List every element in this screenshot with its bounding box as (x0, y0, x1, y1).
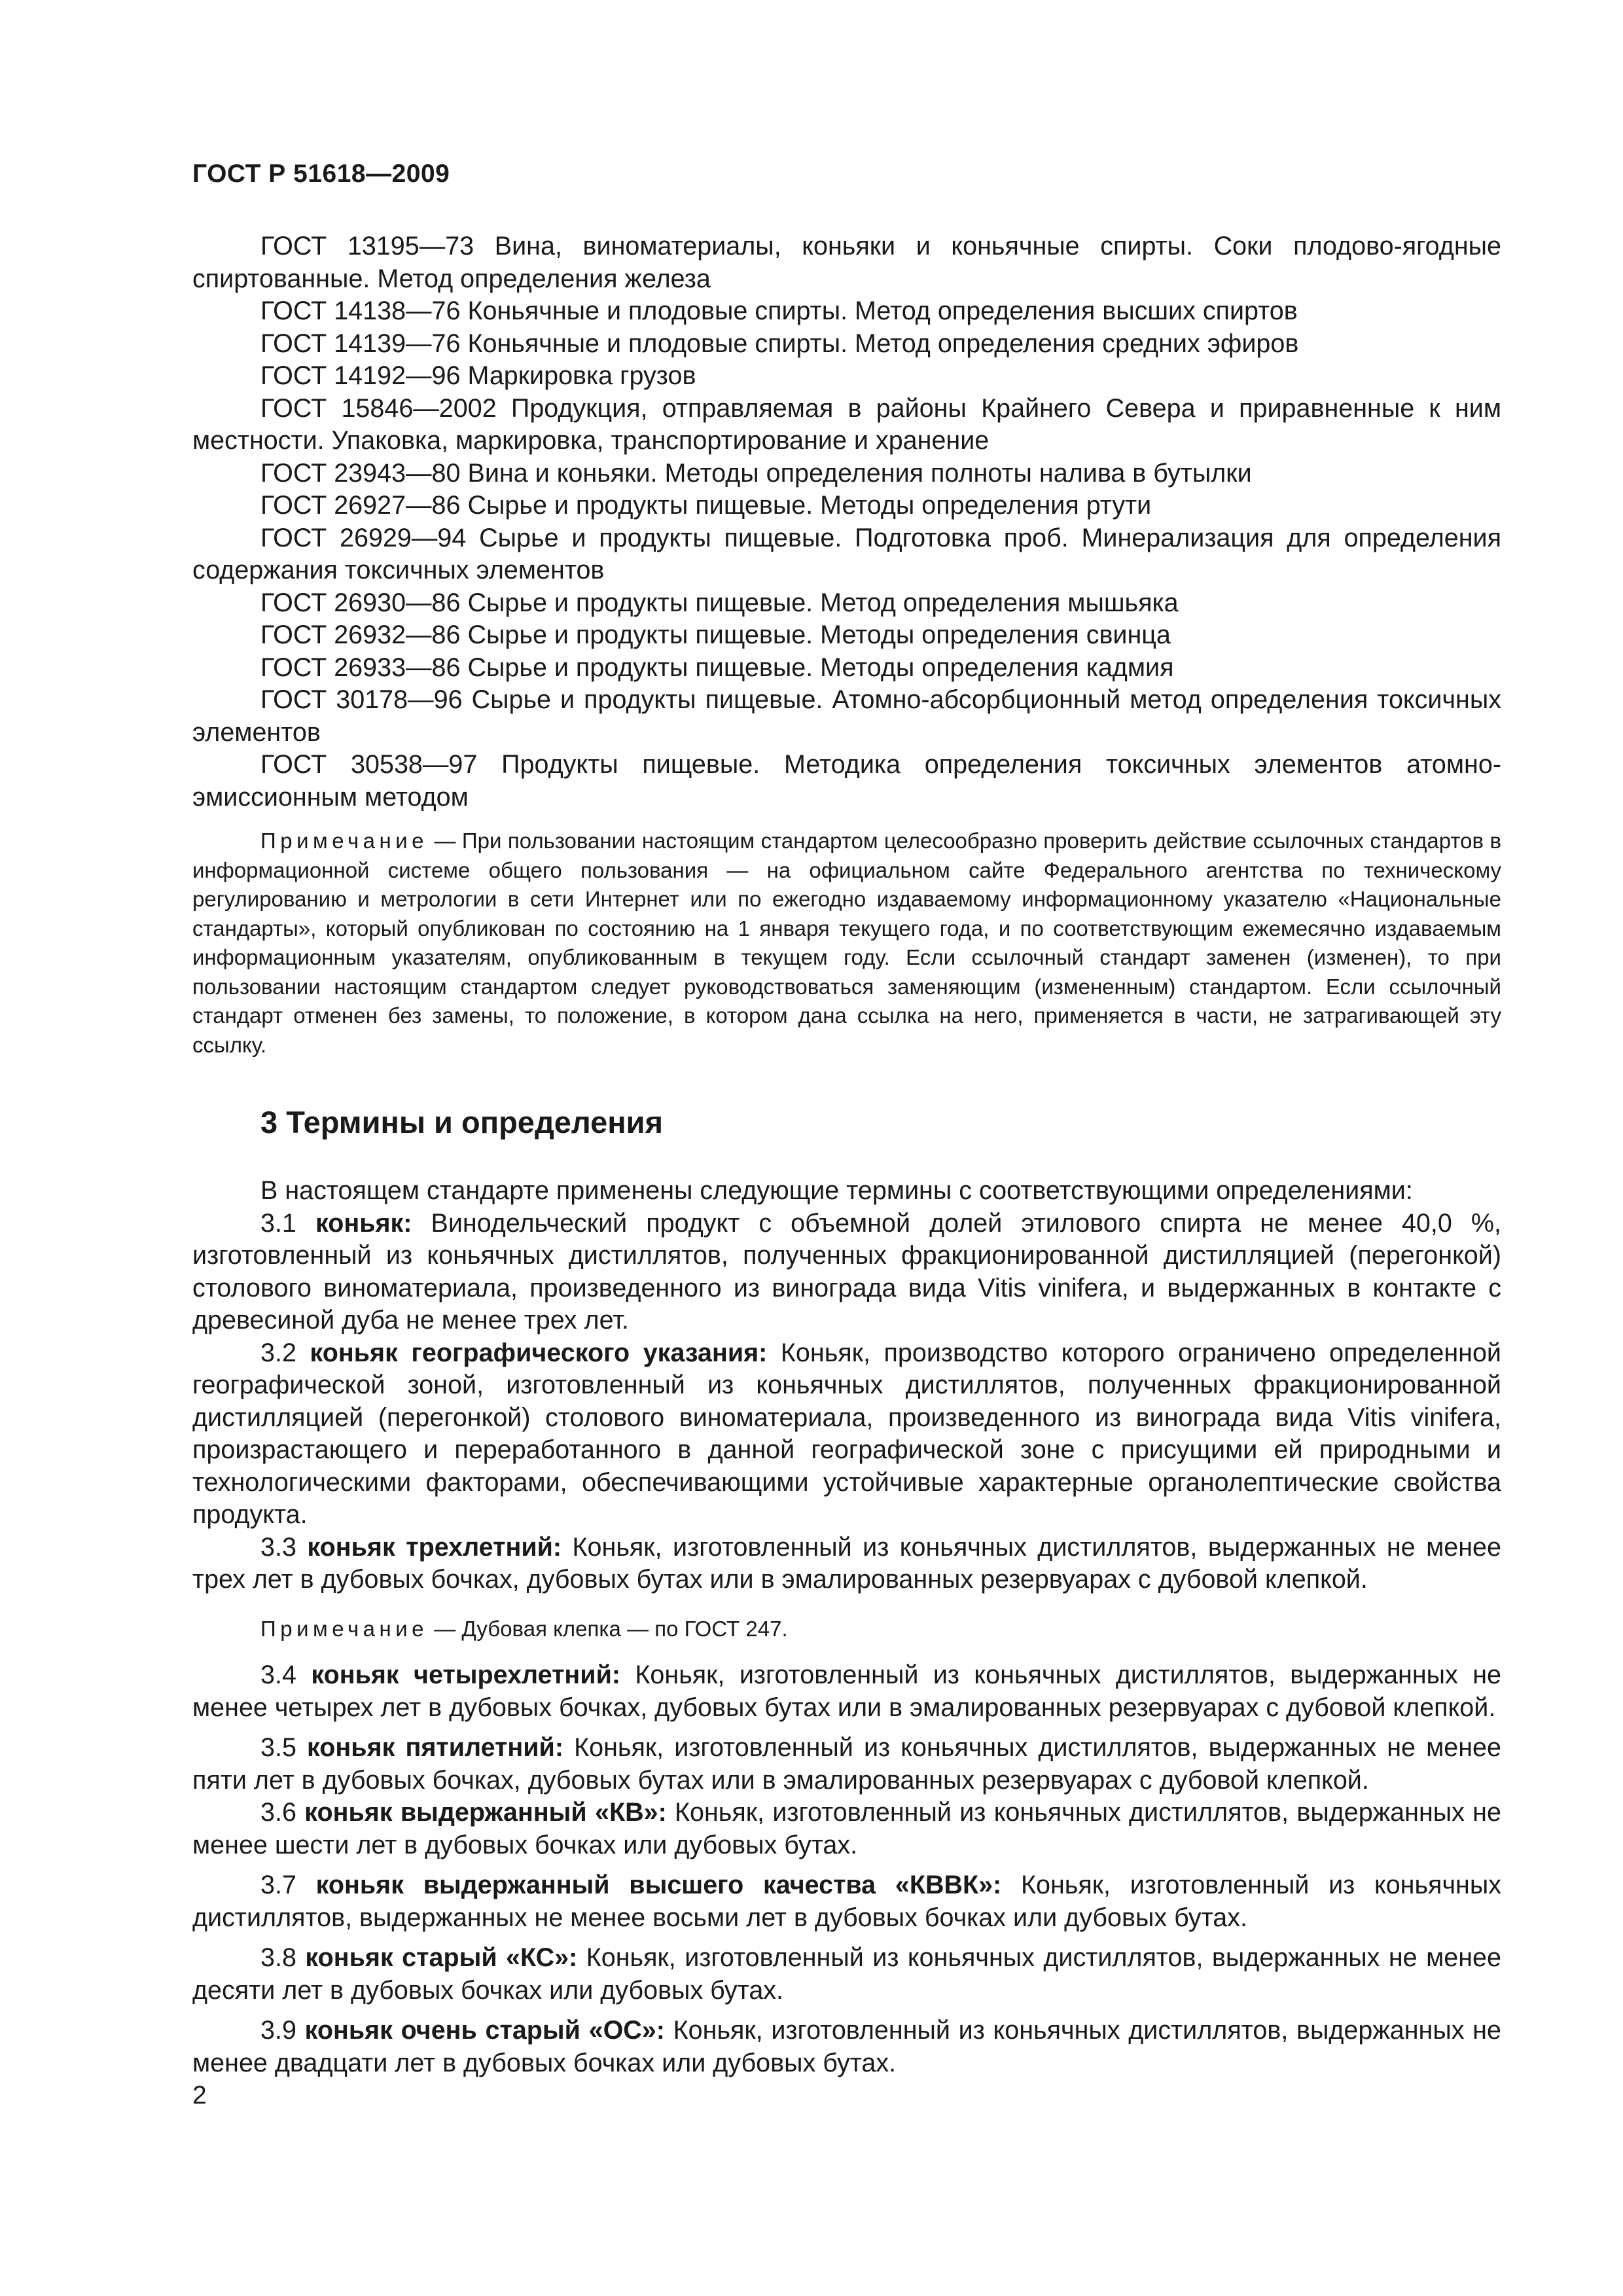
term-name: коньяк старый «КС»: (305, 1943, 578, 1972)
reference-code: ГОСТ 26930—86 (260, 588, 461, 617)
reference-code: ГОСТ 23943—80 (260, 458, 461, 488)
reference-item (192, 490, 1501, 522)
note-text: — При пользовании настоящим стандартом целесообразно проверить действие ссылочных стандартов в информационной системе общего пользования — на официальном сайте Федерального агентства по техническому регулированию и метрологии в сети Интернет или по ежегодно издаваемому информационному указателю «Национальные стандарты», который опубликован по состоянию на 1 января текущего года, и по соответствующим ежемесячно издаваемым информационным указателям, опубликованным в текущем году. Если ссылочный стандарт заменен (изменен), то при пользовании настоящим стандартом следует руководствоваться заменяющим (измененным) стандартом. Если ссылочный стандарт отменен без замены, то положение, в котором дана ссылка на него, применяется в части, не затрагивающей эту ссылку. (192, 829, 1501, 1057)
reference-item (192, 522, 1501, 587)
reference-item (192, 619, 1501, 652)
term-number: 3.1 (260, 1208, 296, 1238)
term-definition (192, 1732, 1501, 1797)
reference-text: Сырье и продукты пищевые. Атомно-абсорбционный метод определения токсичных элементов (192, 685, 1501, 747)
term-text: Коньяк, производство которого ограничено определенной географической зоной, изготовленный из коньячных дистиллятов, полученных фракционированной дистилляцией (перегонкой) столового виноматериала, произведенного из винограда вида Vitis vinifera, произрастающего и переработанного в данной географической зоне с присущими ей природными и технологическими факторами, обеспечивающими устойчивые характерные органолептические свойства продукта. (192, 1338, 1501, 1529)
term-text: Коньяк, изготовленный из коньячных дистиллятов, выдержанных не менее трех лет в дубовых бочках, дубовых бутах или в эмалированных резервуарах с дубовой клепкой. (192, 1532, 1501, 1594)
reference-code: ГОСТ 30538—97 (260, 750, 478, 779)
term-name: коньяк трехлетний: (307, 1532, 562, 1562)
reference-text: Вина и коньяки. Методы определения полноты налива в бутылки (467, 458, 1252, 488)
reference-code: ГОСТ 15846—2002 (260, 393, 497, 423)
section-title: 3 Термины и определения (260, 1105, 663, 1139)
note-references (192, 827, 1501, 1060)
reference-text: Коньячные и плодовые спирты. Метод определения средних эфиров (467, 329, 1299, 358)
reference-item (192, 295, 1501, 328)
reference-item (192, 587, 1501, 620)
reference-item (192, 328, 1501, 361)
term-definition (192, 1797, 1501, 1861)
reference-code: ГОСТ 26927—86 (260, 491, 461, 520)
term-number: 3.9 (260, 2016, 296, 2045)
term-name: коньяк пятилетний: (307, 1733, 563, 1762)
term-name: коньяк выдержанный высшего качества «КВВК»: (315, 1871, 1002, 1899)
term-text: Коньяк, изготовленный из коньячных дистиллятов, выдержанных не менее шести лет в дубовых бочках или дубовых бутах. (192, 1798, 1501, 1859)
term-name: коньяк: (315, 1208, 412, 1238)
term-name: коньяк географического указания: (310, 1338, 768, 1367)
term-number: 3.5 (260, 1733, 296, 1762)
page-number: 2 (192, 2081, 207, 2109)
reference-item (192, 457, 1501, 490)
reference-text: Сырье и продукты пищевые. Методы определения кадмия (467, 653, 1174, 682)
term-text: Коньяк, изготовленный из коньячных дистиллятов, выдержанных не менее восьми лет в дубовых бочках или дубовых бутах. (192, 1871, 1501, 1932)
note-label: Примечание (260, 1616, 429, 1641)
term-definition (192, 1659, 1501, 1724)
reference-text: Коньячные и плодовые спирты. Метод определения высших спиртов (467, 296, 1298, 325)
page-header: ГОСТ Р 51618—2009 (192, 160, 450, 188)
reference-text: Вина, виноматериалы, коньяки и коньячные спирты. Соки плодово-ягодные спиртованные. Метод определения железа (192, 232, 1501, 293)
term-definition (192, 1532, 1501, 1596)
reference-code: ГОСТ 14138—76 (260, 296, 461, 325)
reference-item (192, 393, 1501, 457)
term-text: Коньяк, изготовленный из коньячных дистиллятов, выдержанных не менее четырех лет в дубовых бочках, дубовых бутах или в эмалированных резервуарах с дубовой клепкой. (192, 1660, 1501, 1722)
reference-item (192, 230, 1501, 295)
term-text: Винодельческий продукт с объемной долей этилового спирта не менее 40,0 %, изготовленный из коньячных дистиллятов, полученных фракционированной дистилляцией (перегонкой) столового виноматериала, произведенного из винограда вида Vitis vinifera, и выдержанных в контакте с древесиной дуба не менее трех лет. (192, 1208, 1501, 1335)
term-text: Коньяк, изготовленный из коньячных дистиллятов, выдержанных не менее десяти лет в дубовых бочках или дубовых бутах. (192, 1943, 1501, 2005)
term-definition (192, 1208, 1501, 1337)
term-definition (192, 1942, 1501, 2007)
note-label: Примечание (260, 829, 429, 853)
reference-code: ГОСТ 30178—96 (260, 685, 463, 714)
reference-code: ГОСТ 26929—94 (260, 523, 467, 552)
reference-text: Сырье и продукты пищевые. Подготовка проб. Минерализация для определения содержания токсичных элементов (192, 523, 1501, 584)
reference-item (192, 360, 1501, 393)
term-number: 3.4 (260, 1660, 296, 1689)
page-content (192, 230, 1501, 2079)
reference-text: Продукты пищевые. Методика определения токсичных элементов атомно-эмиссионным методом (192, 750, 1501, 812)
reference-item (192, 652, 1501, 685)
section-intro: В настоящем стандарте применены следующие термины с соответствующими определениями: (260, 1176, 1413, 1205)
reference-text: Сырье и продукты пищевые. Метод определения мышьяка (467, 588, 1179, 617)
term-name: коньяк выдержанный «КВ»: (304, 1798, 667, 1827)
note-klepka (192, 1615, 1501, 1644)
term-number: 3.3 (260, 1532, 296, 1562)
term-number: 3.7 (260, 1871, 296, 1899)
references-list (192, 230, 1501, 814)
term-definition (192, 1337, 1501, 1532)
reference-code: ГОСТ 13195—73 (260, 232, 474, 260)
reference-code: ГОСТ 14139—76 (260, 329, 461, 358)
reference-text: Маркировка грузов (467, 361, 696, 390)
term-text: Коньяк, изготовленный из коньячных дистиллятов, выдержанных не менее пяти лет в дубовых бочках, дубовых бутах или в эмалированных резервуарах с дубовой клепкой. (192, 1733, 1501, 1795)
term-number: 3.8 (260, 1943, 296, 1972)
term-number: 3.6 (260, 1798, 296, 1827)
term-text: Коньяк, изготовленный из коньячных дистиллятов, выдержанных не менее двадцати лет в дубовых бочках или дубовых бутах. (192, 2016, 1501, 2077)
reference-code: ГОСТ 26933—86 (260, 653, 461, 682)
term-number: 3.2 (260, 1338, 296, 1367)
term-definition (192, 1869, 1501, 1934)
term-name: коньяк очень старый «ОС»: (304, 2016, 665, 2045)
reference-code: ГОСТ 26932—86 (260, 620, 461, 649)
term-definition (192, 2015, 1501, 2079)
reference-text: Сырье и продукты пищевые. Методы определения ртути (467, 491, 1152, 520)
term-name: коньяк четырехлетний: (311, 1660, 621, 1689)
reference-item (192, 684, 1501, 749)
reference-code: ГОСТ 14192—96 (260, 361, 461, 390)
reference-text: Продукция, отправляемая в районы Крайнего Севера и приравненные к ним местности. Упаковка, маркировка, транспортирование и хранение (192, 393, 1501, 455)
reference-item (192, 749, 1501, 814)
reference-text: Сырье и продукты пищевые. Методы определения свинца (467, 620, 1171, 649)
note-text: — Дубовая клепка — по ГОСТ 247. (434, 1616, 788, 1641)
